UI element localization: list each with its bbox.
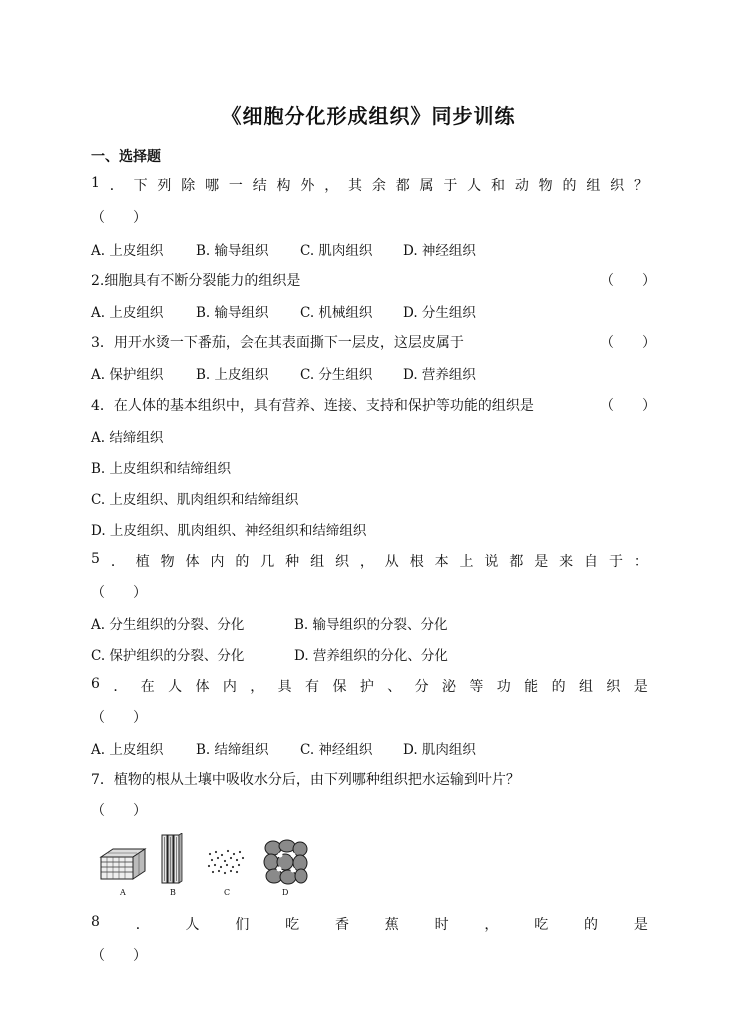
q2-option-a: A. 上皮组织 xyxy=(91,305,164,321)
q6-option-d: D. 肌肉组织 xyxy=(403,742,476,758)
question-5-stem: 5 ． 植 物 体 内 的 几 种 组 织 ， 从 根 本 上 说 都 是 来 自 于 ： xyxy=(91,551,648,570)
q2-option-c: C. 机械组织 xyxy=(300,305,373,321)
q4-option-a: A. 结缔组织 xyxy=(91,430,164,446)
question-1-stem: 1 ． 下 列 除 哪 一 结 构 外 ， 其 余 都 属 于 人 和 动 物 的 组 织 ？ xyxy=(91,175,648,194)
question-3-stem: 3．用开水烫一下番茄，会在其表面撕下一层皮，这层皮属于 xyxy=(91,335,464,351)
q5-option-d: D. 营养组织的分化、分化 xyxy=(294,648,448,664)
figure-label-a: A xyxy=(120,888,126,897)
tissue-figure-b xyxy=(160,833,184,885)
q1-option-d: D. 神经组织 xyxy=(403,243,476,259)
q4-option-b: B. 上皮组织和结缔组织 xyxy=(91,461,232,477)
answer-blank: （ ） xyxy=(91,948,147,964)
q6-option-b: B. 结缔组织 xyxy=(196,742,269,758)
figure-label-c: C xyxy=(224,888,231,897)
q5-option-c: C. 保护组织的分裂、分化 xyxy=(91,648,245,664)
q1-option-c: C. 肌肉组织 xyxy=(300,243,373,259)
page-title: 《细胞分化形成组织》同步训练 xyxy=(221,104,516,128)
answer-blank: （ ） xyxy=(91,585,147,601)
q1-option-a: A. 上皮组织 xyxy=(91,243,164,259)
q3-option-c: C. 分生组织 xyxy=(300,367,373,383)
q4-option-c: C. 上皮组织、肌肉组织和结缔组织 xyxy=(91,492,299,508)
section-heading: 一、选择题 xyxy=(91,149,161,165)
q4-option-d: D. 上皮组织、肌肉组织、神经组织和结缔组织 xyxy=(91,523,367,539)
q5-option-a: A. 分生组织的分裂、分化 xyxy=(91,617,245,633)
answer-blank: （ ） xyxy=(91,710,147,726)
answer-blank: （ ） xyxy=(600,398,656,414)
q3-option-a: A. 保护组织 xyxy=(91,367,164,383)
q3-option-b: B. 上皮组织 xyxy=(196,367,269,383)
question-2-stem: 2.细胞具有不断分裂能力的组织是 xyxy=(91,273,301,289)
q2-option-d: D. 分生组织 xyxy=(403,305,476,321)
figure-label-b: B xyxy=(170,888,176,897)
question-6-stem: 6 ． 在 人 体 内 ， 具 有 保 护 、 分 泌 等 功 能 的 组 织 是 xyxy=(91,676,648,695)
figure-label-d: D xyxy=(282,888,289,897)
tissue-figure-c xyxy=(206,848,246,876)
question-7-stem: 7．植物的根从土壤中吸收水分后，由下列哪种组织把水运输到叶片？ xyxy=(91,772,520,788)
q6-option-a: A. 上皮组织 xyxy=(91,742,164,758)
q3-option-d: D. 营养组织 xyxy=(403,367,476,383)
tissue-figure-d xyxy=(263,838,309,886)
q6-option-c: C. 神经组织 xyxy=(300,742,373,758)
q5-option-b: B. 输导组织的分裂、分化 xyxy=(294,617,448,633)
q1-option-b: B. 输导组织 xyxy=(196,243,269,259)
tissue-figure-a xyxy=(99,843,147,885)
answer-blank: （ ） xyxy=(600,335,656,351)
question-4-stem: 4．在人体的基本组织中，具有营养、连接、支持和保护等功能的组织是 xyxy=(91,398,534,414)
question-8-stem: 8 ． 人 们 吃 香 蕉 时 ， 吃 的 是 xyxy=(91,914,648,933)
answer-blank: （ ） xyxy=(91,803,147,819)
answer-blank: （ ） xyxy=(600,273,656,289)
q2-option-b: B. 输导组织 xyxy=(196,305,269,321)
answer-blank: （ ） xyxy=(91,210,147,226)
